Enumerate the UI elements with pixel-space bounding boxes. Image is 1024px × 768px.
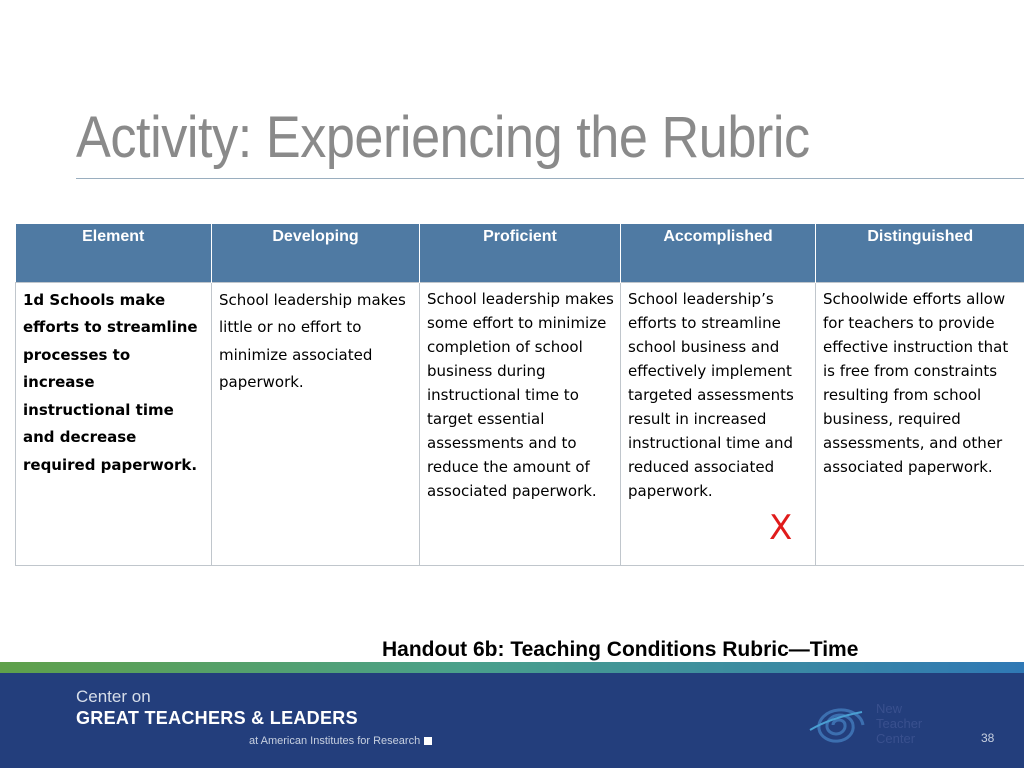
handout-caption: Handout 6b: Teaching Conditions Rubric—Time: [382, 638, 859, 661]
org-name-line2: GREAT TEACHERS & LEADERS: [76, 708, 358, 728]
header-proficient: Proficient: [420, 224, 621, 282]
partner-line2: Teacher: [876, 716, 923, 731]
org-affiliation: at American Institutes for Research: [249, 735, 421, 747]
title-divider: [76, 178, 1024, 179]
partner-logo-text: [876, 701, 922, 746]
partner-line3: Center: [876, 731, 916, 746]
square-icon: [424, 737, 432, 745]
spiral-logo-icon: [806, 700, 872, 750]
org-name-line1: Center on: [76, 687, 151, 706]
slide-title: Activity: Experiencing the Rubric: [76, 105, 810, 170]
partner-line1: New: [876, 701, 903, 716]
org-name-line3: [249, 735, 432, 747]
proficient-cell: School leadership makes some effort to minimize completion of school business during instructional time to target essential assessments and to reduce the amount of associated paperwork.: [420, 282, 621, 565]
accomplished-cell: [621, 282, 816, 565]
page-number: 38: [981, 731, 995, 745]
table-row: [16, 282, 1024, 565]
table-header-row: [16, 224, 1024, 282]
selection-mark: X: [769, 507, 793, 548]
header-element: Element: [16, 224, 212, 282]
element-cell: 1d Schools make efforts to streamline processes to increase instructional time and decrease required paperwork.: [16, 282, 212, 565]
rubric-table: [15, 224, 1024, 566]
header-distinguished: Distinguished: [816, 224, 1024, 282]
footer-stripe: [0, 662, 1024, 673]
accomplished-text: School leadership’s efforts to streamline school business and effectively implement targeted assessments result in increased instructional time and reduced associated paperwork.: [628, 289, 794, 500]
distinguished-cell: Schoolwide efforts allow for teachers to provide effective instruction that is free from constraints resulting from school business, required assessments, and other associated paperwork.: [816, 282, 1024, 565]
header-developing: Developing: [212, 224, 420, 282]
header-accomplished: Accomplished: [621, 224, 816, 282]
developing-cell: School leadership makes little or no effort to minimize associated paperwork.: [212, 282, 420, 565]
